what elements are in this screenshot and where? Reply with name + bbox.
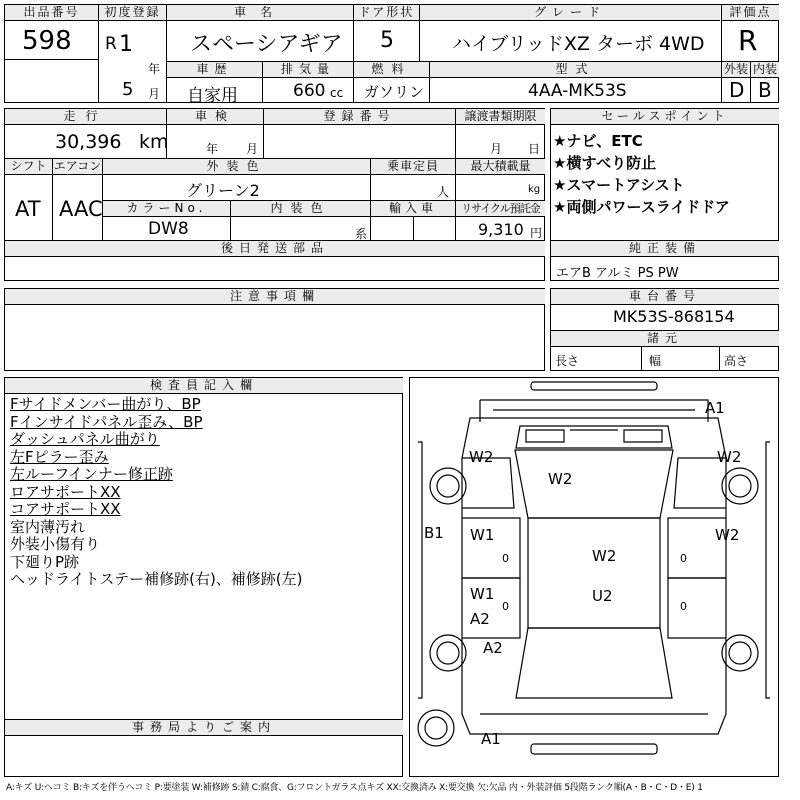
year-unit: 年 <box>148 62 161 76</box>
inspector-line: コアサポートXX <box>10 500 121 518</box>
car-outline-diagram <box>410 378 778 776</box>
inspection-label: 車検 <box>167 109 263 125</box>
ext-color-value: グリーン2 <box>186 181 260 200</box>
int-rating-label: 内装 <box>752 62 777 76</box>
damage-mark: W1 <box>470 526 495 544</box>
month-value: 5 <box>122 79 134 100</box>
fuel-label: 燃料 <box>354 62 429 78</box>
shift-value: AT <box>15 197 41 221</box>
chassis-label: 車台番号 <box>551 289 779 305</box>
damage-mark: B1 <box>424 524 444 542</box>
mileage-unit: km <box>139 131 169 153</box>
model-label: 型式 <box>430 62 721 78</box>
car-name-label: 車名 <box>167 5 353 21</box>
ac-label: エアコン <box>53 159 102 173</box>
inspector-lines <box>10 396 303 589</box>
max-load-label: 最大積載量 <box>456 159 545 175</box>
later-parts-label: 後日発送部品 <box>5 241 545 257</box>
genuine-equipment-value: エアB アルミ PS PW <box>556 266 679 281</box>
vehicle-diagram <box>409 377 779 777</box>
office-label: 事務局よりご案内 <box>5 720 403 736</box>
inspector-line: Fサイドメンバー曲がり、BP <box>10 395 201 413</box>
reg-no-label: 登録番号 <box>264 109 455 125</box>
color-no-label: カラーNo. <box>103 201 230 217</box>
int-color-label: 内装色 <box>231 201 370 217</box>
transfer-month-unit: 月 <box>490 142 503 156</box>
damage-mark: A1 <box>705 399 725 417</box>
sales-point-item: ★横すべり防止 <box>553 154 657 172</box>
damage-mark: W2 <box>469 448 494 466</box>
sales-point-item: ★両側パワースライドドア <box>553 198 730 216</box>
model-value: 4AA-MK53S <box>528 81 627 101</box>
color-no-value: DW8 <box>148 219 189 239</box>
damage-mark: W2 <box>548 470 573 488</box>
sales-point-item: ★スマートアシスト <box>553 176 685 194</box>
transfer-label: 譲渡書類期限 <box>456 109 545 125</box>
inspector-line: 左Fピラー歪み <box>10 447 109 466</box>
max-load-unit: kg <box>528 184 541 195</box>
sales-points-label: セールスポイント <box>551 109 779 125</box>
damage-mark: U2 <box>592 587 613 605</box>
history-label: 車歴 <box>167 62 262 78</box>
genuine-equipment-label: 純正装備 <box>551 241 779 257</box>
lot-no-label: 出品番号 <box>5 5 98 21</box>
month-unit: 月 <box>148 87 161 101</box>
ac-value: AAC <box>59 197 103 221</box>
inspector-line: 下廻りP跡 <box>10 552 80 571</box>
grade-label: グレード <box>420 5 720 21</box>
mileage-value: 30,396 <box>55 131 122 153</box>
door-label: ドア形状 <box>354 5 419 21</box>
recycle-label: リサイクル預託金 <box>456 201 545 217</box>
import-label: 輸入車 <box>371 201 455 217</box>
recycle-unit: 円 <box>530 226 543 240</box>
score-label: 評価点 <box>722 5 779 21</box>
door-value: 5 <box>380 28 394 53</box>
length-label: 長さ <box>555 354 580 368</box>
legend: A:キズ U:ヘコミ B:キズを伴うヘコミ P:要塗装 W:補修跡 S:錆 C:腐食、G:フロントガラス点キズ XX:交換済み X:要交換 欠:欠品 内・外装評価 5段階ランク順(A・B・C・D・E) 1 <box>6 783 703 793</box>
chassis-value: MK53S-868154 <box>613 307 735 326</box>
damage-mark: W2 <box>715 526 740 544</box>
lot-no: 598 <box>22 26 72 56</box>
int-rating-value: B <box>758 78 772 102</box>
inspector-line: 外装小傷有り <box>10 535 101 553</box>
dims-label: 諸元 <box>551 331 779 347</box>
damage-mark: A1 <box>481 730 501 748</box>
inspector-line: ヘッドライトステー補修跡(右)、補修跡(左) <box>10 570 303 588</box>
ext-color-label: 外装色 <box>103 159 370 175</box>
score-value: R <box>738 24 758 57</box>
first-reg-label: 初度登録 <box>99 5 166 21</box>
width-label: 幅 <box>649 354 662 368</box>
displacement-unit: cc <box>330 86 344 100</box>
inspector-line: 室内薄汚れ <box>10 517 86 536</box>
inspection-month-unit: 月 <box>246 142 259 156</box>
svg-text:0: 0 <box>502 552 509 565</box>
ext-rating-value: D <box>729 78 745 102</box>
transfer-day-unit: 日 <box>528 142 541 156</box>
shift-label: シフト <box>5 159 52 175</box>
capacity-label: 乗車定員 <box>371 159 455 175</box>
damage-mark: W1 <box>470 585 495 603</box>
sales-point-item: ★ナビ、ETC <box>553 132 643 150</box>
recycle-value: 9,310 <box>478 220 524 239</box>
inspector-line: ロアサポートXX <box>10 482 121 501</box>
inspector-line: Fインサイドパネル歪み、BP <box>10 412 203 431</box>
damage-mark: W2 <box>592 547 617 565</box>
svg-text:0: 0 <box>680 552 687 565</box>
capacity-unit: 人 <box>437 185 450 199</box>
inspection-year-unit: 年 <box>206 142 219 156</box>
grade-value: ハイブリッドXZ ターボ 4WD <box>452 33 705 55</box>
svg-text:0: 0 <box>680 600 687 613</box>
notes-label: 注意事項欄 <box>5 289 545 305</box>
displacement-value: 660 <box>293 81 326 101</box>
history-value: 自家用 <box>187 86 238 106</box>
inspector-label: 検査員記入欄 <box>5 378 403 394</box>
year-value: 1 <box>119 32 133 57</box>
inspector-line: ダッシュパネル曲がり <box>10 430 160 448</box>
int-color-unit: 系 <box>355 227 368 241</box>
era: R <box>105 34 117 54</box>
fuel-value: ガソリン <box>364 83 425 101</box>
ext-rating-label: 外装 <box>723 62 748 76</box>
height-label: 高さ <box>724 354 749 368</box>
damage-mark: A2 <box>470 610 490 628</box>
inspector-line: 左ルーフインナー修正跡 <box>10 465 173 483</box>
damage-mark: W2 <box>717 448 742 466</box>
displacement-label: 排気量 <box>263 62 353 78</box>
car-name: スペーシアギア <box>190 32 343 57</box>
mileage-label: 走行 <box>5 109 166 125</box>
svg-text:0: 0 <box>502 600 509 613</box>
damage-mark: A2 <box>483 639 503 657</box>
